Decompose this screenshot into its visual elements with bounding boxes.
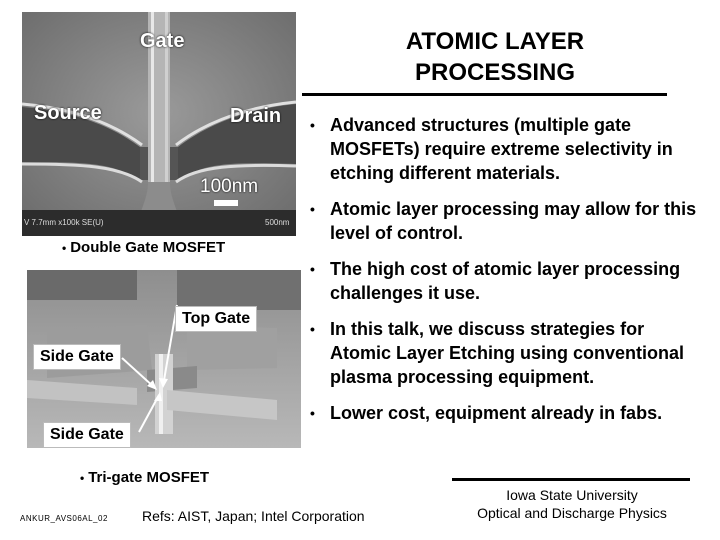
caption-bullet-icon: • [62, 241, 67, 255]
references: Refs: AIST, Japan; Intel Corporation [142, 508, 365, 524]
bullet-item: • Advanced structures (multiple gate MOSFETs) require extreme selectivity in etching different materials. [308, 113, 708, 185]
tri-gate-caption [80, 469, 209, 486]
double-gate-caption-text: Double Gate MOSFET [70, 239, 226, 256]
drain-label: Drain [230, 105, 282, 127]
slide-code: ANKUR_AVS06AL_02 [20, 514, 108, 523]
bullet-item: • Lower cost, equipment already in fabs. [308, 401, 708, 425]
source-label: Source [34, 102, 102, 124]
affiliation-line-1: Iowa State University [506, 487, 638, 503]
scale-bar-label: 100nm [200, 176, 259, 197]
gate-label: Gate [140, 30, 185, 52]
slide-title [330, 26, 660, 88]
bullet-item: • The high cost of atomic layer processing challenges it use. [308, 257, 708, 305]
double-gate-sem-image [22, 12, 296, 236]
caption-bullet-icon: • [80, 471, 85, 485]
tri-gate-caption-text: Tri-gate MOSFET [88, 469, 210, 486]
affiliation-rule [452, 478, 690, 481]
sem-info-right: 500nm [265, 218, 290, 227]
title-line-1: ATOMIC LAYER [405, 28, 585, 55]
bullet-item: • Atomic layer processing may allow for this level of control. [308, 197, 708, 245]
sem-info-left: V 7.7mm x100k SE(U) [24, 218, 104, 227]
double-gate-caption [62, 239, 225, 256]
affiliation-line-2: Optical and Discharge Physics [477, 505, 667, 521]
bullet-item: • In this talk, we discuss strategies for Atomic Layer Etching using conventional plasma processing equipment. [308, 317, 708, 389]
affiliation [452, 486, 692, 522]
title-underline [302, 93, 667, 96]
side-gate-callout-1: Side Gate [33, 344, 121, 370]
top-gate-callout: Top Gate [175, 306, 257, 332]
tri-gate-sem-image [27, 270, 301, 448]
side-gate-callout-2: Side Gate [43, 422, 131, 448]
title-line-2: PROCESSING [414, 59, 576, 86]
bullet-list [308, 113, 708, 437]
